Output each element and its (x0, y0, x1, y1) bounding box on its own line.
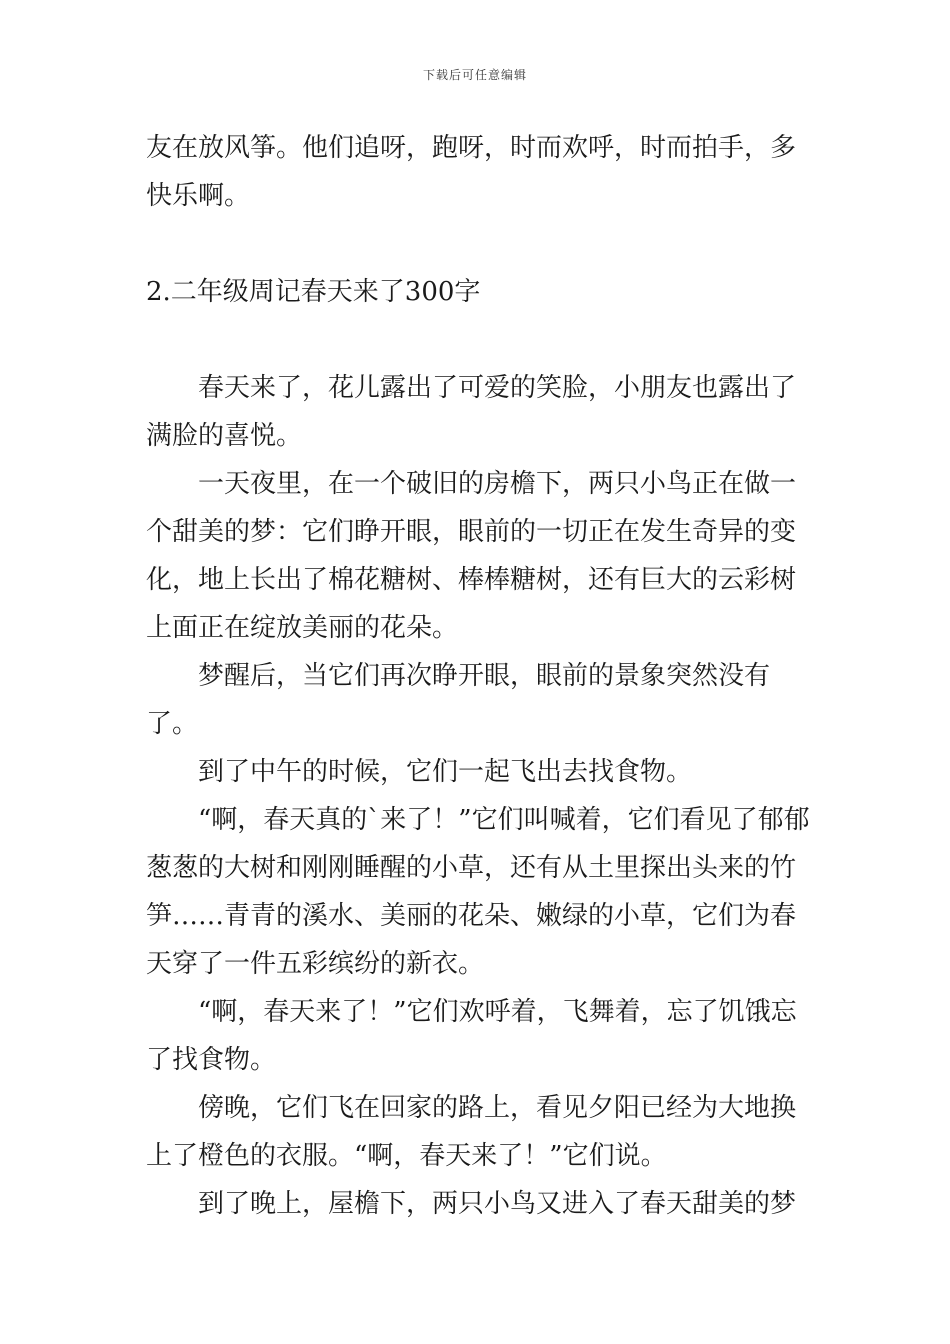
paragraph: 到了中午的时候，它们一起飞出去找食物。 (198, 757, 693, 787)
paragraph: “啊，春天来了！”它们欢呼着，飞舞着，忘了饥饿忘了找食物。 (146, 997, 797, 1075)
paragraph: 一天夜里，在一个破旧的房檐下，两只小鸟正在做一个甜美的梦：它们睁开眼，眼前的一切正在发生奇异的变化，地上长出了棉花糖树、棒棒糖树，还有巨大的云彩树上面正在绽放美丽的花朵。 (146, 469, 797, 643)
paragraph: 傍晚，它们飞在回家的路上，看见夕阳已经为大地换上了橙色的衣服。“啊，春天来了！”它们说。 (146, 1093, 797, 1171)
document-body (146, 124, 811, 1228)
page-header: 下载后可任意编辑 (422, 68, 527, 82)
paragraph: 春天来了，花儿露出了可爱的笑脸，小朋友也露出了满脸的喜悦。 (146, 373, 797, 451)
paragraph: 梦醒后，当它们再次睁开眼，眼前的景象突然没有了。 (146, 661, 771, 739)
paragraph: 到了晚上，屋檐下，两只小鸟又进入了春天甜美的梦 (198, 1189, 797, 1219)
paragraph-continuation: 友在放风筝。他们追呀，跑呀，时而欢呼，时而拍手，多快乐啊。 (146, 133, 797, 211)
paragraph: “啊，春天真的`来了！”它们叫喊着，它们看见了郁郁葱葱的大树和刚刚睡醒的小草，还有从土里探出头来的竹笋……青青的溪水、美丽的花朵、嫩绿的小草，它们为春天穿了一件五彩缤纷的新衣。 (146, 805, 810, 979)
section-heading: 2.二年级周记春天来了300字 (146, 277, 481, 307)
